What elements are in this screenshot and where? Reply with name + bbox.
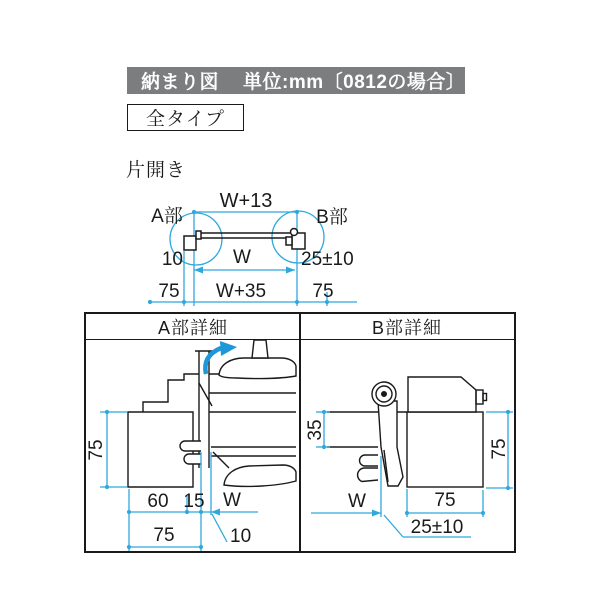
end-bracket-a-icon [184,236,196,250]
detail-a-section [128,340,296,487]
detail-a-drawing [85,339,299,551]
detail-b-section [327,377,487,487]
detail-b-dim-75: 75 [434,490,456,511]
type-badge-label: 全タイプ [145,109,226,130]
detail-a-dim-w: W [223,490,241,511]
plan-dim-w: W [233,247,251,268]
cap-knob-icon [252,340,268,358]
type-badge [127,104,244,131]
plan-dim-75-left: 75 [158,281,180,302]
plan-dim-25: 25±10 [301,249,354,270]
arrow-right-icon [286,267,295,274]
plan-diagram [80,185,380,315]
plan-caption: 片開き [126,160,187,181]
detail-b-dim-offset: 25±10 [410,517,464,538]
title-band [127,67,465,94]
page-title: 納まり図 [141,72,220,93]
latch-keeper-b-icon [360,455,378,466]
hinge-pin-icon [291,229,298,236]
detail-a-dim-height: 75 [86,439,107,461]
detail-a-dim-75: 75 [153,525,175,546]
hinge-body-icon [408,377,476,412]
part-b-label: B部 [316,207,348,228]
detail-a-dim-15: 15 [183,491,205,512]
hinge-arm-icon [378,401,403,486]
unit-note: 単位:mm〔0812の場合〕 [243,72,466,93]
detail-a-dim-60: 60 [147,491,169,512]
latch-keeper-a-icon [180,441,201,451]
plan-dim-75-right: 75 [312,281,334,302]
table-header-a: A部詳細 [157,317,228,338]
cap-rail-top-icon [219,358,296,379]
arrow-right-icon [372,510,381,517]
detail-b-dim-35: 35 [305,419,326,441]
detail-a-dim-10: 10 [230,526,252,547]
plan-dim-10: 10 [161,249,183,270]
part-a-label: A部 [151,206,183,227]
plan-dim-top: W+13 [219,190,273,212]
table-header-row [86,314,514,340]
detail-b-dim-w: W [348,491,366,512]
bolt-icon [476,390,483,404]
post-section-b [407,412,483,487]
cap-rail-bottom-icon [224,465,296,486]
plan-dim-w35: W+35 [215,281,267,302]
detail-b-drawing [301,339,515,551]
arrow-left-icon [194,267,203,274]
table-header-b: B部詳細 [371,317,442,338]
detail-b-dim-height: 75 [489,438,510,460]
